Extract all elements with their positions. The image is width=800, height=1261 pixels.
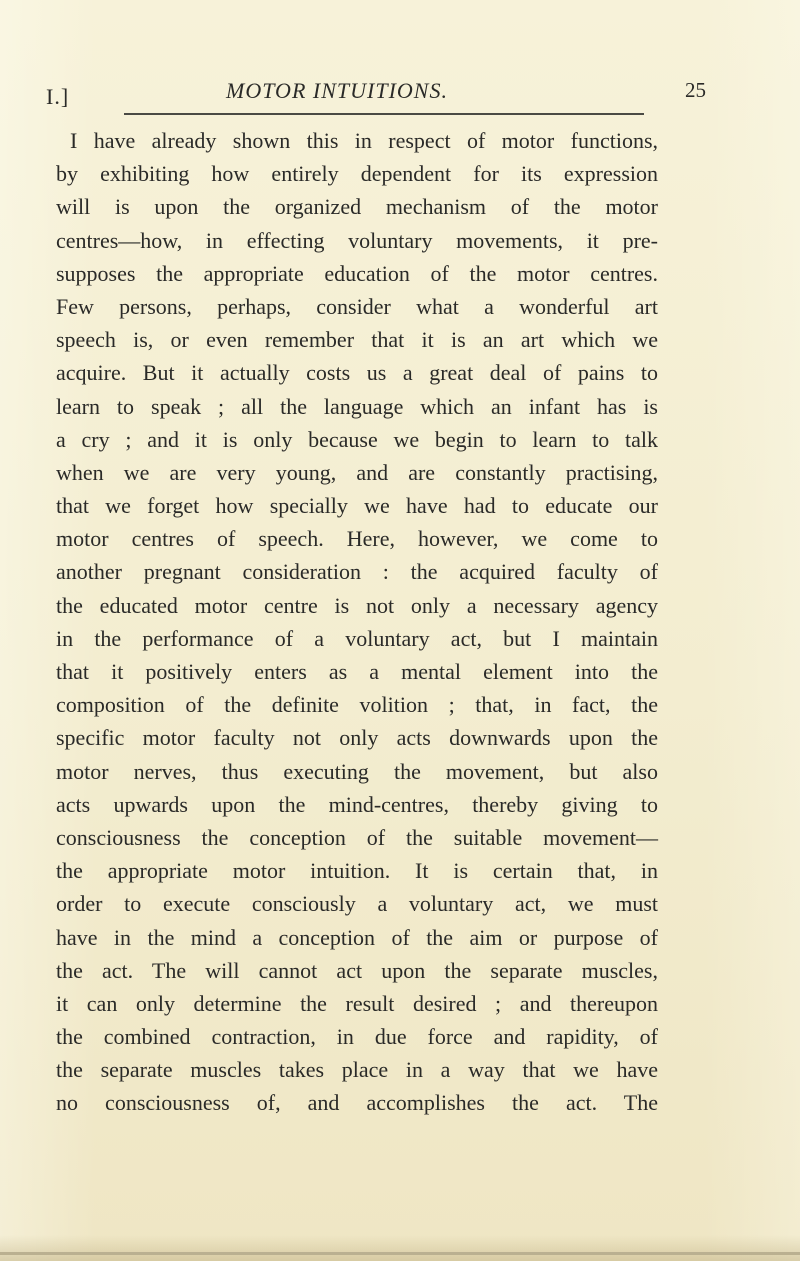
text-line: that it positively enters as a mental element into the bbox=[56, 659, 658, 684]
text-line: acts upwards upon the mind-centres, thereby giving to bbox=[56, 791, 658, 817]
text-line: motor nerves, thus executing the movement, but also bbox=[56, 758, 658, 784]
text-line: consciousness the conception of the suitable movement— bbox=[56, 824, 658, 850]
text-line: it can only determine the result desired ; and thereupon bbox=[56, 990, 658, 1016]
text-line: learn to speak ; all the language which an infant has is bbox=[56, 393, 658, 419]
text-line: will is upon the organized mechanism of the motor bbox=[56, 194, 658, 220]
text-line: supposes the appropriate education of the motor centres. bbox=[56, 260, 658, 286]
text-line: the appropriate motor intuition. It is certain that, in bbox=[56, 858, 658, 884]
text-line: composition of the definite volition ; that, in fact, the bbox=[56, 692, 658, 718]
text-line: motor centres of speech. Here, however, we come to bbox=[56, 526, 658, 552]
page-shadow bbox=[0, 1235, 800, 1261]
text-line: order to execute consciously a voluntary act, we must bbox=[56, 891, 658, 917]
header-rule bbox=[124, 113, 644, 115]
text-line: another pregnant consideration : the acquired faculty of bbox=[56, 559, 658, 585]
text-line: have in the mind a conception of the aim or purpose of bbox=[56, 924, 658, 950]
text-line: specific motor faculty not only acts downwards upon the bbox=[56, 725, 658, 751]
text-line: the separate muscles takes place in a way that we have bbox=[56, 1057, 658, 1083]
page-number: 25 bbox=[685, 78, 706, 102]
text-line: centres—how, in effecting voluntary movements, it pre- bbox=[56, 227, 658, 253]
text-line: speech is, or even remember that it is an art which we bbox=[56, 327, 658, 353]
text-line: Few persons, perhaps, consider what a wonderful art bbox=[56, 293, 658, 319]
text-line: no consciousness of, and accomplishes the act. The bbox=[56, 1090, 658, 1116]
text-line: a cry ; and it is only because we begin to learn to talk bbox=[56, 426, 658, 452]
running-title: MOTOR INTUITIONS. bbox=[226, 78, 448, 103]
text-line: when we are very young, and are constantly practising, bbox=[56, 459, 658, 485]
text-line: in the performance of a voluntary act, but I maintain bbox=[56, 625, 658, 651]
text-line: acquire. But it actually costs us a great deal of pains to bbox=[56, 360, 658, 386]
running-head bbox=[46, 78, 706, 108]
text-line: the combined contraction, in due force and rapidity, of bbox=[56, 1024, 658, 1050]
text-line: that we forget how specially we have had to educate our bbox=[56, 493, 658, 519]
text-line: I have already shown this in respect of motor functions, bbox=[70, 128, 658, 153]
chapter-marker: I.] bbox=[46, 84, 70, 109]
text-line: the act. The will cannot act upon the separate muscles, bbox=[56, 957, 658, 983]
text-line: by exhibiting how entirely dependent for its expression bbox=[56, 161, 658, 187]
text-line: the educated motor centre is not only a necessary agency bbox=[56, 592, 658, 618]
body-paragraph bbox=[56, 124, 658, 1120]
